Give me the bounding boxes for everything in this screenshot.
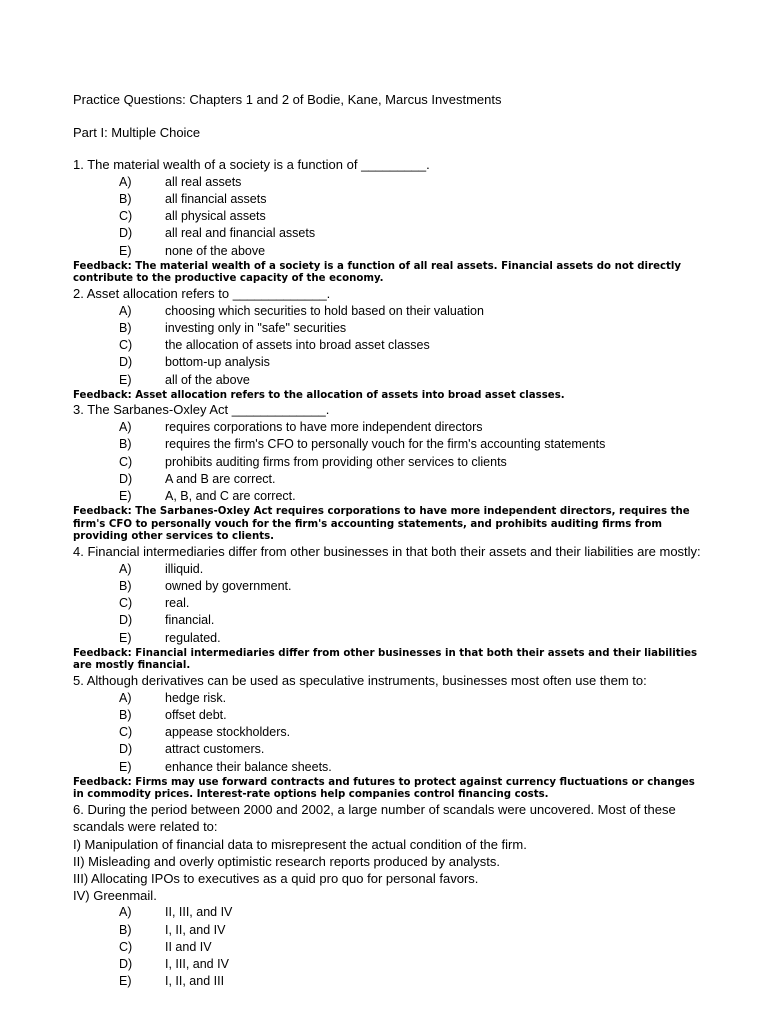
option-text: requires the firm's CFO to personally vouch for the firm's accounting statements [165,437,606,452]
option-c [73,595,703,612]
option-letter: D) [119,613,133,628]
option-letter: C) [119,338,133,353]
option-list [73,561,703,647]
option-text: the allocation of assets into broad asset classes [165,338,430,353]
part-heading: Part I: Multiple Choice [73,125,201,140]
option-list [73,174,703,260]
option-text: financial. [165,613,215,628]
option-text: appease stockholders. [165,725,291,740]
option-text: I, II, and IV [165,922,226,937]
option-a [73,303,703,320]
option-d [73,741,703,758]
option-d [73,956,703,973]
option-text: all financial assets [165,192,267,206]
document-title: Practice Questions: Chapters 1 and 2 of Bodie, Kane, Marcus Investments [73,92,502,107]
option-text: II and IV [165,939,212,954]
option-text: hedge risk. [165,690,227,705]
option-letter: B) [119,192,132,206]
option-text: prohibits auditing firms from providing other services to clients [165,454,507,469]
statement-3: III) Allocating IPOs to executives as a quid pro quo for personal favors. [73,871,479,886]
option-c [73,454,703,471]
option-d [73,225,703,242]
option-text: none of the above [165,243,266,258]
option-letter: D) [119,471,133,486]
option-text: I, III, and IV [165,957,229,972]
option-b [73,707,703,724]
option-letter: B) [119,922,132,937]
option-b [73,191,703,208]
feedback-text: Feedback: The Sarbanes-Oxley Act requires corporations to have more independent directors, requires the firm's CFO to personally vouch for the firm's accounting statements, and prohibits auditing firms from providing other services to clients. [73,506,690,543]
option-letter: A) [119,561,132,576]
option-letter: E) [119,630,132,645]
option-letter: A) [119,905,132,920]
option-letter: E) [119,489,132,504]
option-text: regulated. [165,630,221,645]
feedback-text: Feedback: Firms may use forward contracts and futures to protect against currency fluctuations or changes in commodity prices. Interest-rate options help companies control financing costs. [73,776,695,801]
option-b [73,320,703,337]
option-text: all of the above [165,372,250,387]
question-text: 6. During the period between 2000 and 2002, a large number of scandals were uncovered. Most of these scandals were related to: [73,802,676,834]
question-2 [73,286,703,402]
option-list [73,419,703,505]
option-text: bottom-up analysis [165,355,270,370]
option-c [73,337,703,354]
option-e [73,630,703,647]
option-text: offset debt. [165,708,227,722]
option-b [73,578,703,595]
option-list [73,904,703,990]
option-text: all real assets [165,174,242,189]
option-letter: A) [119,303,132,318]
option-a [73,419,703,436]
option-text: all real and financial assets [165,226,316,241]
question-text: 2. Asset allocation refers to _____________. [73,286,331,301]
option-text: illiquid. [165,561,204,576]
question-text: 5. Although derivatives can be used as speculative instruments, businesses most often use them to: [73,673,647,688]
option-text: A, B, and C are correct. [165,489,296,504]
option-letter: D) [119,226,133,241]
option-text: II, III, and IV [165,905,233,920]
option-text: choosing which securities to hold based on their valuation [165,303,484,318]
option-text: I, II, and III [165,974,225,989]
option-a [73,561,703,578]
question-text: 4. Financial intermediaries differ from other businesses in that both their assets and their liabilities are mostly: [73,544,701,559]
option-a [73,174,703,191]
option-text: A and B are correct. [165,471,276,486]
option-letter: C) [119,596,133,611]
option-d [73,612,703,629]
option-list [73,690,703,776]
question-5 [73,673,703,802]
option-letter: E) [119,759,132,774]
feedback-text: Feedback: The material wealth of a society is a function of all real assets. Financial assets do not directly contribute to the productive capacity of the economy. [73,260,682,285]
option-letter: E) [119,243,132,258]
option-letter: A) [119,174,132,189]
statement-4: IV) Greenmail. [73,888,157,904]
option-letter: D) [119,957,133,972]
option-e [73,243,703,260]
option-a [73,904,703,921]
option-letter: A) [119,690,132,705]
option-letter: B) [119,321,132,335]
question-list [73,157,703,990]
option-d [73,354,703,371]
option-letter: E) [119,974,132,989]
option-list [73,303,703,389]
option-letter: C) [119,209,133,224]
option-letter: C) [119,454,133,469]
option-letter: B) [119,437,132,452]
question-6 [73,802,703,990]
option-letter: A) [119,420,132,435]
feedback-text: Feedback: Financial intermediaries differ from other businesses in that both their assets and their liabilities are mostly financial. [73,647,698,672]
option-letter: D) [119,742,133,757]
option-e [73,488,703,505]
option-letter: C) [119,725,133,740]
option-e [73,973,703,990]
option-letter: E) [119,372,132,387]
statement-2: II) Misleading and overly optimistic research reports produced by analysts. [73,853,501,869]
option-text: real. [165,596,190,611]
option-e [73,759,703,776]
question-text: 1. The material wealth of a society is a function of _________. [73,157,430,172]
option-letter: C) [119,939,133,954]
option-a [73,690,703,707]
option-c [73,939,703,956]
option-e [73,372,703,389]
option-c [73,724,703,741]
question-4 [73,544,703,673]
option-text: requires corporations to have more independent directors [165,420,483,435]
option-c [73,208,703,225]
option-d [73,471,703,488]
question-3 [73,402,703,544]
option-text: attract customers. [165,742,265,757]
question-1 [73,157,703,286]
feedback-text: Feedback: Asset allocation refers to the allocation of assets into broad asset classes. [73,389,565,401]
option-letter: B) [119,579,132,593]
option-letter: B) [119,708,132,722]
statement-1: I) Manipulation of financial data to misrepresent the actual condition of the firm. [73,836,527,852]
option-b [73,436,703,453]
option-letter: D) [119,355,133,370]
option-text: enhance their balance sheets. [165,759,332,774]
option-text: investing only in "safe" securities [165,321,347,335]
option-b [73,922,703,939]
question-text: 3. The Sarbanes-Oxley Act _____________. [73,402,330,418]
option-text: owned by government. [165,579,292,593]
option-text: all physical assets [165,209,266,224]
